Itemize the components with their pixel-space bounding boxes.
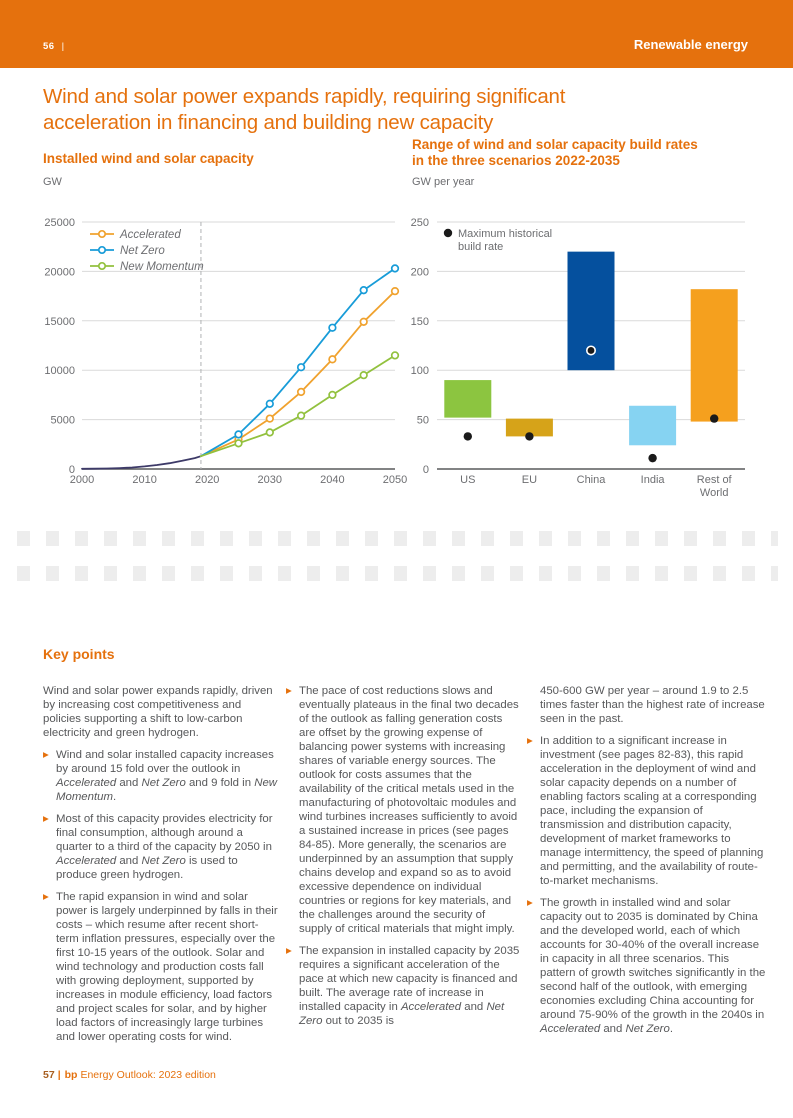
series-marker	[360, 318, 367, 325]
max-historical-dot	[710, 414, 718, 422]
series-marker	[298, 412, 305, 419]
page-header	[0, 0, 793, 68]
page-title	[43, 84, 783, 135]
y-tick-label: 250	[410, 217, 429, 229]
decorative-squares-row-2	[17, 566, 778, 581]
x-tick-label: 2030	[257, 474, 283, 486]
series-marker	[267, 429, 274, 436]
decorative-squares-row-1	[17, 531, 778, 546]
x-tick-label: 2050	[382, 474, 408, 486]
series-marker	[392, 265, 399, 272]
x-tick-label: 2040	[320, 474, 345, 486]
y-tick-label: 0	[422, 464, 429, 476]
x-tick-label: 2020	[194, 474, 220, 486]
series-marker	[392, 352, 399, 359]
left-chart-title: Installed wind and solar capacity	[43, 151, 254, 166]
series-marker	[360, 372, 367, 379]
bullet-arrow-icon: ▶	[43, 814, 49, 823]
series-marker	[329, 324, 336, 331]
y-tick-label: 0	[68, 464, 75, 476]
bullet-arrow-icon: ▶	[286, 686, 292, 695]
key-point-paragraph: 450-600 GW per year – around 1.9 to 2.5 times faster than the highest rate of increase seen in the past.	[540, 685, 765, 725]
series-marker	[392, 288, 399, 295]
bullet-arrow-icon: ▶	[527, 898, 533, 907]
bullet-arrow-icon: ▶	[527, 736, 533, 745]
y-tick-label: 25000	[44, 217, 75, 229]
left-chart-unit-label: GW	[43, 176, 62, 188]
legend-label: Net Zero	[120, 245, 165, 257]
header-page-number: 56	[43, 41, 55, 52]
x-tick-label: 2000	[69, 474, 95, 486]
footer-edition-text: Energy Outlook: 2023 edition	[80, 1069, 216, 1081]
bullet-arrow-icon: ▶	[43, 750, 49, 759]
footer-separator: |	[57, 1069, 61, 1081]
right-chart-title	[412, 137, 698, 168]
range-bar-rest-of	[691, 289, 738, 421]
y-tick-label: 10000	[44, 365, 75, 378]
range-bar-india	[629, 406, 676, 446]
category-label: China	[576, 474, 606, 486]
footer-brand: bp	[64, 1069, 78, 1081]
series-marker	[329, 392, 336, 399]
page-footer	[43, 1069, 216, 1081]
header-page-number-block	[43, 41, 65, 52]
key-point-bullet: ▶ The expansion in installed capacity by 2035 requires a significant acceleration of the pace at which new capacity is financed and built. The average rate of increase in installed capacity in Accelerated and Net Zero out to 2035 is	[286, 945, 520, 1027]
legend-dot-icon	[444, 229, 452, 237]
right-chart-title-line1: Range of wind and solar capacity build rates	[412, 137, 698, 152]
max-historical-dot	[587, 346, 595, 354]
series-marker	[267, 400, 274, 407]
max-historical-dot	[525, 432, 533, 440]
y-tick-label: 100	[410, 365, 429, 378]
page-title-line2: acceleration in financing and building new capacity	[43, 110, 494, 134]
y-tick-label: 150	[410, 315, 429, 328]
range-bar-us	[444, 380, 491, 418]
x-tick-label: 2010	[132, 474, 157, 486]
key-point-bullet: ▶ The pace of cost reductions slows and eventually plateaus in the final two decades of the outlook as falling generation costs are offset by the growing expense of balancing power systems with increasing shares of variable energy sources. The outlook for costs assumes that the availability of the critical metals used in the manufacturing of photovoltaic modules and wind turbines increases sufficiently to avoid a sustained increase in prices (see pages 84-85). More generally, the scenarios are underpinned by an assumption that supply chains develop and expand so as to avoid excessive dependence on individual countries or regions for key materials, and the challenges around the security of supply of critical materials that might imply.	[286, 685, 519, 935]
y-tick-label: 5000	[50, 414, 75, 427]
legend-marker-icon	[99, 247, 105, 253]
series-marker	[235, 431, 242, 438]
y-tick-label: 15000	[44, 315, 75, 328]
key-points-column-3	[527, 684, 767, 1052]
key-point-bullet: ▶ Wind and solar installed capacity increases by around 15 fold over the outlook in Accelerated and Net Zero and 9 fold in New Momentum.	[43, 749, 278, 803]
right-chart-title-line2: in the three scenarios 2022-2035	[412, 152, 620, 168]
key-point-paragraph: Wind and solar power expands rapidly, driven by increasing cost competitiveness and policies supporting a shift to low-carbon electricity and green hydrogen.	[43, 685, 273, 739]
max-historical-dot	[648, 454, 656, 462]
key-points-column-1	[43, 684, 280, 1052]
y-tick-label: 20000	[44, 266, 75, 279]
header-separator: |	[61, 41, 65, 52]
max-historical-dot	[464, 432, 472, 440]
right-chart-unit-label: GW per year	[412, 176, 475, 188]
dot-legend-label-line2: build rate	[458, 241, 504, 253]
series-marker	[267, 415, 274, 422]
series-marker	[298, 364, 305, 371]
dot-legend-label-line1: Maximum historical	[458, 228, 553, 240]
category-label: US	[460, 474, 476, 486]
footer-page-number: 57	[43, 1069, 55, 1081]
key-point-bullet: ▶ Most of this capacity provides electricity for final consumption, although around a quarter to a third of the capacity by 2050 in Accelerated and Net Zero is used to produce green hydrogen.	[43, 813, 273, 881]
key-point-bullet: ▶ In addition to a significant increase in investment (see pages 82-83), this rapid acceleration in the deployment of wind and solar capacity depends on a number of enabling factors scaling at a corresponding pace, including the expansion of transmission and distribution capacity, development of market frameworks to manage intermittency, the speed of planning and permitting, and the availability of route-to-market mechanisms.	[527, 735, 764, 887]
category-label: India	[640, 474, 665, 486]
key-point-bullet: ▶ The growth in installed wind and solar capacity out to 2035 is dominated by China and the developed world, each of which accounts for 30-40% of the overall increase in capacity in all three scenarios. This pattern of growth switches significantly in the second half of the outlook, with emerging economies excluding China accounting for around 75-90% of the growth in the 2040s in Accelerated and Net Zero.	[527, 897, 766, 1035]
series-marker	[360, 287, 367, 294]
key-points-columns	[43, 684, 767, 1052]
category-label: Rest of World	[696, 474, 732, 499]
header-section-label: Renewable energy	[633, 37, 748, 52]
series-marker	[235, 440, 242, 447]
legend-marker-icon	[99, 263, 105, 269]
installed-capacity-line-chart	[30, 200, 408, 500]
y-tick-label: 50	[416, 414, 429, 427]
key-point-bullet: ▶ The rapid expansion in wind and solar power is largely underpinned by falls in their costs – which resume after recent short-term inflation pressures, especially over the first 10-15 years of the outlook. Solar and wind technology and production costs fall with growing deployment, supported by increases in module efficiency, load factors and project scales for solar, and by higher load factors of increasingly large turbines and lower operating costs for wind.	[43, 891, 278, 1043]
category-label: EU	[521, 474, 538, 486]
series-line-net-zero	[201, 268, 395, 456]
y-tick-label: 200	[410, 266, 429, 279]
legend-marker-icon	[99, 231, 105, 237]
key-points-column-2	[286, 684, 521, 1052]
key-points-heading: Key points	[43, 646, 115, 662]
bullet-arrow-icon: ▶	[286, 946, 292, 955]
series-line-history	[82, 456, 201, 469]
bullet-arrow-icon: ▶	[43, 892, 49, 901]
build-rates-bar-chart	[405, 200, 777, 512]
legend-label: Accelerated	[120, 229, 181, 241]
legend-label: New Momentum	[120, 261, 204, 273]
series-marker	[329, 356, 336, 363]
series-marker	[298, 389, 305, 396]
page-title-line1: Wind and solar power expands rapidly, requiring significant	[43, 85, 566, 108]
